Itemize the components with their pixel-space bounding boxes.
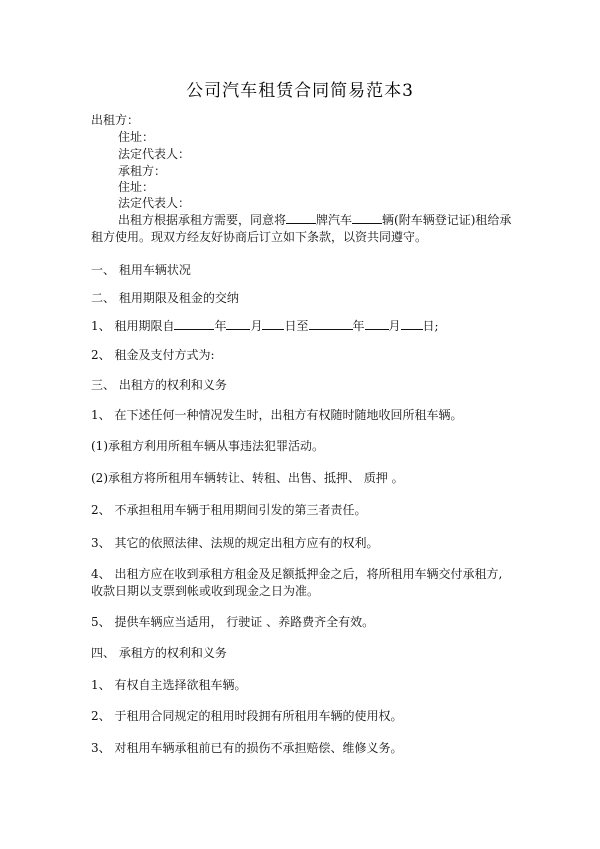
end-month-blank: [365, 318, 389, 330]
lessor-clause-1a: (1)承租方利用所租车辆从事违法犯罪活动。: [91, 439, 324, 453]
lessor-clause-4-line-2: 收款日期以支票到帐或收到现金之日为准。: [91, 584, 320, 598]
lessor-label: 出租方：: [91, 113, 140, 127]
quantity-blank: [352, 212, 382, 224]
lessor-address-label: 住址：: [118, 130, 155, 144]
day-to-label: 日至: [284, 319, 309, 333]
intro-text-a: 出租方根据承租方需要，同意将: [118, 213, 287, 227]
intro-line-1: [118, 212, 511, 228]
section-4-heading: 四、 承租方的权利和义务: [91, 646, 227, 660]
intro-line-2: 租方使用。现双方经友好协商后订立如下条款，以资共同遵守。: [91, 230, 428, 244]
month-label: 月: [250, 319, 263, 333]
day-label: 日;: [422, 319, 439, 333]
end-day-blank: [401, 318, 423, 330]
lessor-representative-label: 法定代表人：: [118, 147, 191, 161]
start-month-blank: [226, 318, 250, 330]
year-label: 年: [214, 319, 227, 333]
end-year-blank: [309, 318, 353, 330]
month-label: 月: [388, 319, 401, 333]
lessor-clause-1: 1、 在下述任何一种情况发生时，出租方有权随时随地收回所租车辆。: [91, 408, 463, 422]
rental-period-line: [91, 318, 439, 334]
document-title: 公司汽车租赁合同简易范本3: [186, 81, 414, 101]
brand-blank: [286, 212, 316, 224]
section-1-heading: 一、 租用车辆状况: [91, 263, 191, 277]
lessee-clause-3: 3、 对租用车辆承租前已有的损伤不承担赔偿、维修义务。: [91, 741, 403, 755]
lessee-address-label: 住址：: [118, 180, 155, 194]
start-day-blank: [262, 318, 284, 330]
intro-text-c: 辆(附车辆登记证)租给承: [382, 213, 512, 227]
intro-text-b: 牌汽车: [316, 213, 353, 227]
lessor-clause-2: 2、 不承担租用车辆于租用期间引发的第三者责任。: [91, 503, 367, 517]
lessee-label: 承租方：: [118, 164, 167, 178]
lessor-clause-4-line-1: 4、 出租方应在收到承租方租金及足额抵押金之后，将所租用车辆交付承租方,: [91, 567, 503, 581]
lessee-representative-label: 法定代表人：: [118, 196, 191, 210]
section-2-heading: 二、 租用期限及租金的交纳: [91, 291, 239, 305]
lessor-clause-1b: (2)承租方将所租用车辆转让、转租、出售、抵押、 质押 。: [91, 471, 404, 485]
lessee-clause-1: 1、 有权自主选择欲租车辆。: [91, 678, 247, 692]
section-3-heading: 三、 出租方的权利和义务: [91, 378, 227, 392]
start-year-blank: [174, 318, 214, 330]
payment-method-line: 2、 租金及支付方式为:: [91, 348, 215, 362]
lessee-clause-2: 2、 于租用合同规定的租用时段拥有所租用车辆的使用权。: [91, 709, 403, 723]
lessor-clause-3: 3、 其它的依照法律、法规的规定出租方应有的权利。: [91, 536, 379, 550]
year-label: 年: [352, 319, 365, 333]
rental-period-label: 1、 租用期限自: [91, 319, 175, 333]
lessor-clause-5: 5、 提供车辆应当适用， 行驶证 、养路费齐全有效。: [91, 615, 375, 629]
